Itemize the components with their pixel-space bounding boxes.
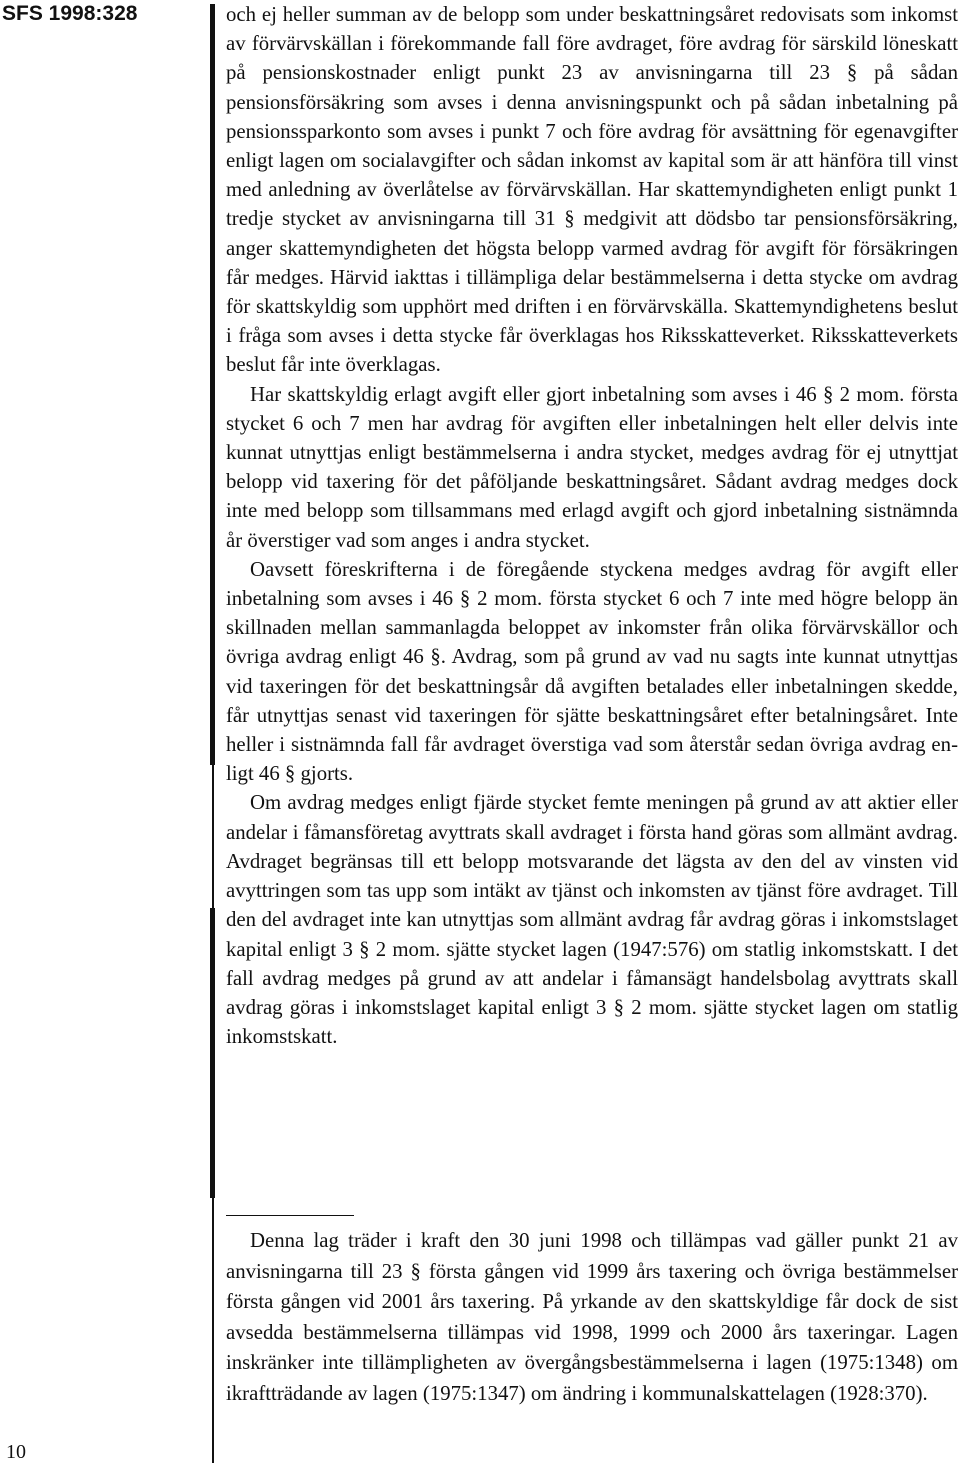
footnote-text: Denna lag träder i kraft den 30 juni 1998 och tillämpas vad gäller punkt 21 av anvisningarna till 23 § första gången vid 1999 års taxering och övriga bestämmelser första gången vid 2001 års taxering. På yrkande av den skattskyldige får dock de sist avsedda bestämmelserna tillämpas vid 1998, 1999 och 2000 års taxeringar. Lagen inskränker inte tillämpligheten av övergångsbestämmelserna i lagen (1975:1348) om ikraftträdande av lagen (1975:1347) om ändring i kommunalskattelagen (1928:370). [226, 1229, 958, 1405]
footnote-separator [226, 1215, 354, 1216]
change-marker-bar [210, 4, 215, 765]
body-paragraph: Oavsett föreskrifterna i de föregående styckena medges avdrag för avgift eller inbetalning som avses i 46 § 2 mom. första stycket 6 och 7 inte med högre belopp än skillnaden mellan sammanlagda beloppet av inkomster från olika förvärvskällor och övriga avdrag enligt 46 §. Avdrag, som på grund av vad nu sagts inte kunnat utnyttjas vid taxeringen för det beskattningsår då avgiften betalades eller inbetalningen skedde, får utnyttjas senast vid taxeringen för sjätte beskattningsåret efter betalningsåret. Inte heller i sistnämnda fall får avdraget överstiga vad som återstår sedan övriga avdrag enligt 46 § gjorts. [226, 557, 958, 786]
document-body [226, 0, 958, 1051]
page-number: 10 [6, 1441, 26, 1463]
body-paragraph: och ej heller summan av de belopp som under beskattningsåret redovisats som inkomst av förvärvskällan i förekommande fall före avdraget, före avdrag för särskild löneskatt på pensionskostnader enligt punkt 23 av anvisningarna till 23 § på sådan pensionsförsäkring som avses i denna anvisningspunkt och på sådan inbetalning på pensionssparkonto som avses i punkt 7 och före avdrag för avsättning för egenavgifter enligt lagen om socialavgifter och sådan inkomst av kapital som är att hänföra till vinst med anledning av överlåtelse av förvärvskällan. Har skattemyndigheten enligt punkt 1 tredje stycket av anvisningarna till 31 § medgivit att dödsbo tar pensionsförsäkring, anger skattemyndigheten det högsta belopp varmed avdrag för avgift för försäkringen får medges. Härvid iakttas i tillämpliga delar bestämmelserna i detta stycke om avdrag för skattskyldig som upphört med driften i en förvärvskälla. Skattemyndighetens beslut i fråga som avses i detta stycke får överklagas hos Riksskatteverket. Riksskatteverkets beslut får inte överklagas. [226, 3, 958, 377]
body-paragraph: Har skattskyldig erlagt avgift eller gjort inbetalning som avses i 46 § 2 mom. första stycket 6 och 7 men har avdrag för avgiften eller inbetalningen helt eller delvis inte kunnat utnyttjas enligt bestämmelserna i andra stycket, medges avdrag för ej utnyttjat belopp vid taxering för det påföljande beskattningsåret. Sådant avdrag medges dock inte med belopp som tillsammans med erlagd avgift och gjord inbetalning sistnämnda år överstiger vad som anges i andra stycket. [226, 382, 958, 552]
body-paragraph: Om avdrag medges enligt fjärde stycket femte meningen på grund av att aktier eller andelar i fåmansföretag avyttrats skall avdraget i första hand göras som allmänt avdrag. Avdraget begränsas till ett belopp motsvarande det lägsta av den del av vinsten vid avyttringen som tas upp som intäkt av tjänst och inkomsten av tjänst före avdraget. Till den del avdraget inte kan utnyttjas som allmänt avdrag får avdrag göras i inkomstslaget kapital enligt 3 § 2 mom. sjätte stycket lagen (1947:576) om statlig inkomstskatt. I det fall avdrag medges på grund av att andelar i fåmansägt handelsbolag avyttrats skall avdrag göras i inkomstslaget kapital enligt 3 § 2 mom. sjätte stycket lagen om statlig inkomstskatt. [226, 791, 958, 1049]
sfs-number-header: SFS 1998:328 [2, 2, 138, 25]
change-marker-bar [210, 908, 215, 1198]
